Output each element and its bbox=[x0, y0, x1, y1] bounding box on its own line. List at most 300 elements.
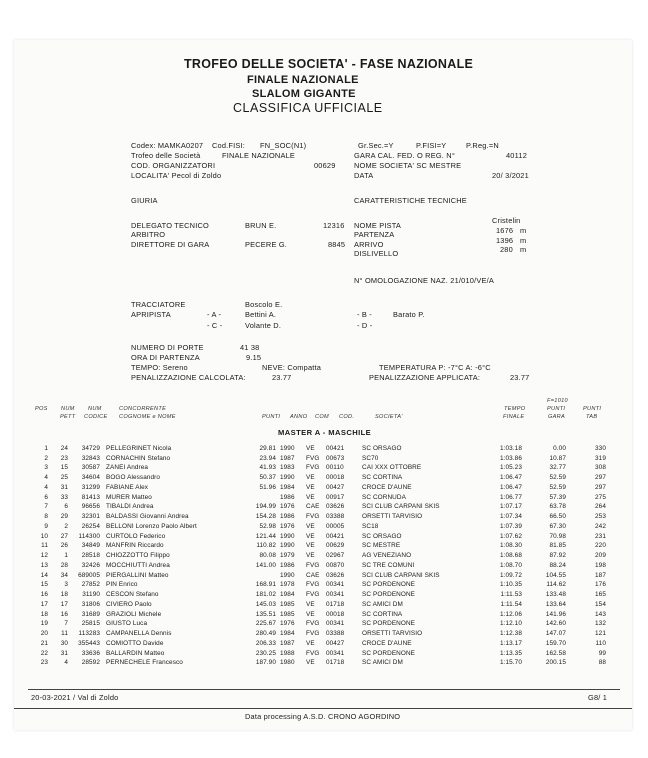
table-row bbox=[14, 611, 632, 620]
cell-cod: 00341 bbox=[326, 581, 345, 589]
cell-tab: 187 bbox=[595, 571, 606, 579]
localita: LOCALITA' Pecol di Zoldo bbox=[131, 171, 222, 180]
table-row bbox=[14, 640, 632, 649]
cell-soc: SC CORTINA bbox=[362, 474, 403, 482]
col-num-codice: NUM bbox=[88, 406, 102, 412]
cell-code: 31299 bbox=[81, 483, 100, 491]
dislivello-unit: m bbox=[520, 245, 527, 254]
cell-anno: 1984 bbox=[280, 630, 295, 638]
pen-calc-value: 23.77 bbox=[272, 373, 292, 382]
cell-gara: 147.07 bbox=[545, 630, 566, 638]
cell-pett: 30 bbox=[60, 639, 68, 647]
ora-value: 9.15 bbox=[246, 353, 262, 362]
cell-soc: SC CORTINA bbox=[362, 610, 403, 618]
cell-com: VE bbox=[306, 483, 315, 491]
cell-cod: 03388 bbox=[326, 630, 345, 638]
cell-pett: 31 bbox=[60, 483, 68, 491]
cell-pett: 16 bbox=[60, 610, 68, 618]
cell-tempo: 1:10.35 bbox=[499, 581, 522, 589]
cell-name: MOCCHIUTTI Andrea bbox=[106, 561, 170, 569]
cell-soc: SC ORSAGO bbox=[362, 532, 402, 540]
p-fisi: P.FISI=Y bbox=[416, 141, 447, 150]
cell-tab: 330 bbox=[595, 445, 606, 452]
cell-tab: 99 bbox=[598, 649, 606, 657]
cell-gara: 87.92 bbox=[549, 552, 566, 560]
cell-code: 30587 bbox=[81, 464, 100, 472]
cell-gara: 66.50 bbox=[549, 513, 566, 521]
cell-code: 34604 bbox=[81, 474, 100, 482]
cell-pos: 15 bbox=[40, 581, 48, 589]
cell-gara: 0.00 bbox=[553, 445, 566, 452]
cell-punti: 110.82 bbox=[256, 542, 276, 550]
pen-appl-label: PENALIZZAZIONE APPLICATA: bbox=[369, 373, 481, 382]
cell-pett: 18 bbox=[60, 591, 68, 599]
cell-code: 114300 bbox=[78, 532, 100, 540]
cell-cod: 00629 bbox=[326, 542, 345, 550]
cell-soc: SC TRE COMUNI bbox=[362, 561, 415, 569]
apripista-c-label: - C - bbox=[207, 321, 223, 330]
table-row bbox=[14, 630, 632, 639]
giuria-heading: GIURIA bbox=[131, 196, 158, 205]
cell-gara: 63.78 bbox=[549, 503, 566, 511]
arrivo-label: ARRIVO bbox=[354, 240, 384, 249]
cell-tab: 220 bbox=[595, 542, 606, 550]
cell-cod: 00110 bbox=[326, 464, 344, 472]
direttore-name: PECERE G. bbox=[245, 240, 288, 249]
table-row bbox=[14, 445, 632, 454]
cell-tab: 198 bbox=[595, 561, 606, 569]
cell-com: VE bbox=[306, 532, 315, 540]
cell-anno: 1976 bbox=[280, 503, 295, 511]
cell-name: CHIOZZOTTO Filippo bbox=[106, 552, 170, 560]
cell-name: BOGO Alessandro bbox=[106, 474, 161, 482]
footer-processing: Data processing A.S.D. CRONO AGORDINO bbox=[245, 712, 401, 721]
cell-tab: 110 bbox=[595, 639, 606, 647]
cell-name: GIUSTO Luca bbox=[106, 620, 148, 628]
cell-anno: 1986 bbox=[280, 513, 295, 521]
cell-com: VE bbox=[306, 659, 315, 667]
cell-pos: 4 bbox=[44, 474, 48, 482]
cell-com: FVG bbox=[306, 620, 320, 628]
tracciatore-name: Boscolo E. bbox=[245, 300, 283, 309]
cell-pos: 22 bbox=[40, 649, 48, 657]
delegato-label: DELEGATO TECNICO bbox=[131, 221, 209, 230]
codex: Codex: MAMKA0207 bbox=[131, 141, 204, 150]
cell-anno: 1990 bbox=[280, 542, 295, 550]
arrivo-value: 1396 bbox=[496, 236, 514, 245]
cell-pos: 4 bbox=[44, 483, 48, 491]
cell-gara: 141.96 bbox=[545, 610, 566, 618]
cell-cod: 00421 bbox=[326, 445, 345, 452]
cell-pett: 31 bbox=[60, 649, 68, 657]
cell-name: CESCON Stefano bbox=[106, 591, 159, 599]
apripista-label: APRIPISTA bbox=[131, 310, 171, 319]
footer-divider-2 bbox=[14, 708, 632, 709]
table-row bbox=[14, 542, 632, 551]
cell-code: 28518 bbox=[81, 552, 100, 560]
cell-pos: 20 bbox=[40, 630, 48, 638]
gr-sec: Gr.Sec.=Y bbox=[358, 141, 394, 150]
cell-punti: 52.98 bbox=[259, 522, 276, 530]
neve: NEVE: Compatta bbox=[262, 363, 322, 372]
cell-cod: 03388 bbox=[326, 513, 345, 521]
cell-cod: 00018 bbox=[326, 474, 345, 482]
cell-pett: 24 bbox=[60, 445, 68, 452]
cell-pett: 11 bbox=[61, 630, 68, 638]
cell-tab: 143 bbox=[595, 610, 606, 618]
direttore-code: 8845 bbox=[328, 240, 346, 249]
cell-tab: 297 bbox=[595, 483, 606, 491]
cell-gara: 114.62 bbox=[546, 581, 566, 589]
cell-cod: 02967 bbox=[326, 552, 345, 560]
cell-tab: 165 bbox=[595, 591, 606, 599]
cell-gara: 133.64 bbox=[545, 600, 566, 608]
cell-name: BELLONI Lorenzo Paolo Albert bbox=[106, 522, 197, 530]
cell-com: FVG bbox=[306, 581, 320, 589]
cell-code: 31689 bbox=[81, 610, 100, 618]
cell-tab: 132 bbox=[595, 620, 606, 628]
cell-pett: 4 bbox=[64, 659, 68, 667]
cell-gara: 81.85 bbox=[549, 542, 566, 550]
cod-fisi-label: Cod.FISI: bbox=[212, 141, 246, 150]
cell-tempo: 1:12.38 bbox=[499, 630, 522, 638]
cell-code: 32301 bbox=[81, 513, 100, 521]
cell-soc: SC CORNUDA bbox=[362, 493, 406, 501]
cell-pos: 16 bbox=[40, 591, 48, 599]
cell-com: FVG bbox=[306, 649, 320, 657]
cell-tempo: 1:11.53 bbox=[500, 591, 522, 599]
cell-pos: 3 bbox=[44, 464, 48, 472]
gara-label: GARA CAL. FED. O REG. N° bbox=[354, 151, 455, 160]
cell-pos: 6 bbox=[44, 493, 48, 501]
cell-punti: 230.25 bbox=[255, 649, 276, 657]
col-num: NUM bbox=[61, 406, 75, 412]
cell-cod: 00917 bbox=[326, 493, 345, 501]
cell-punti: 41.93 bbox=[259, 464, 276, 472]
cell-com: FVG bbox=[306, 591, 320, 599]
cell-anno: 1976 bbox=[280, 620, 295, 628]
cell-gara: 159.70 bbox=[545, 639, 566, 647]
cell-soc: ORSETTI TARVISIO bbox=[362, 513, 423, 521]
col-cognome: COGNOME e NOME bbox=[119, 414, 176, 420]
cell-pos: 13 bbox=[40, 561, 48, 569]
cell-tempo: 1:08.70 bbox=[499, 561, 522, 569]
cell-soc: SC PORDENONE bbox=[362, 649, 416, 657]
col-anno: ANNO bbox=[290, 414, 308, 420]
cell-tab: 264 bbox=[595, 503, 606, 511]
table-row bbox=[14, 562, 632, 571]
cell-anno: 1990 bbox=[280, 445, 295, 452]
cell-code: 355443 bbox=[78, 639, 100, 647]
cell-tab: 242 bbox=[595, 522, 606, 530]
cell-name: CORNACHIN Stefano bbox=[106, 454, 171, 462]
cell-anno: 1986 bbox=[280, 561, 295, 569]
nome-pista-label: NOME PISTA bbox=[354, 221, 402, 230]
cell-pett: 3 bbox=[64, 581, 68, 589]
cell-anno: 1980 bbox=[280, 659, 295, 667]
title-trofeo: TROFEO DELLE SOCIETA' - FASE NAZIONALE bbox=[184, 57, 474, 71]
cell-pett: 2 bbox=[64, 522, 68, 530]
col-pett: PETT bbox=[60, 414, 76, 420]
cell-tab: 154 bbox=[595, 600, 606, 608]
cell-pett: 33 bbox=[60, 493, 68, 501]
delegato-code: 12316 bbox=[323, 221, 345, 230]
cell-com: VE bbox=[306, 542, 315, 550]
cell-punti: 206.33 bbox=[255, 639, 276, 647]
apripista-d-label: - D - bbox=[357, 321, 373, 330]
apripista-c-name: Volante D. bbox=[245, 321, 282, 330]
cell-soc: SCI CLUB CARPANI SKIS bbox=[362, 503, 440, 511]
footer-divider bbox=[28, 689, 620, 690]
cell-pos: 2 bbox=[44, 454, 48, 462]
col-codice: CODICE bbox=[84, 414, 108, 420]
cell-code: 31806 bbox=[81, 600, 100, 608]
cell-cod: 00341 bbox=[326, 620, 345, 628]
results-sheet bbox=[14, 40, 632, 730]
cell-cod: 00673 bbox=[326, 454, 345, 462]
p-reg: P.Reg.=N bbox=[466, 141, 499, 150]
cell-code: 33636 bbox=[81, 649, 100, 657]
cell-anno: 1987 bbox=[280, 639, 295, 647]
ora-label: ORA DI PARTENZA bbox=[131, 353, 200, 362]
cell-gara: 88.24 bbox=[549, 561, 566, 569]
cell-com: VE bbox=[306, 474, 315, 482]
cell-com: VE bbox=[306, 445, 315, 452]
cell-code: 26254 bbox=[81, 522, 100, 530]
cell-com: FVG bbox=[306, 464, 320, 472]
table-row bbox=[14, 484, 632, 493]
cell-com: VE bbox=[306, 493, 315, 501]
cell-tempo: 1:06.77 bbox=[499, 493, 522, 501]
cell-punti: 135.51 bbox=[255, 610, 276, 618]
cell-com: FVG bbox=[306, 513, 320, 521]
direttore-label: DIRETTORE DI GARA bbox=[131, 240, 210, 249]
cell-tab: 253 bbox=[595, 513, 606, 521]
cell-tempo: 1:06.47 bbox=[499, 474, 522, 482]
cell-name: FABIANE Alex bbox=[106, 483, 149, 491]
cell-com: VE bbox=[306, 600, 315, 608]
omologazione: N° OMOLOGAZIONE NAZ. 21/010/VE/A bbox=[354, 276, 494, 285]
cell-soc: SC AMICI DM bbox=[362, 659, 403, 667]
cell-tempo: 1:06.47 bbox=[499, 483, 522, 491]
cell-pos: 19 bbox=[40, 620, 48, 628]
cell-gara: 10.87 bbox=[549, 454, 566, 462]
cell-name: GRAZIOLI Michele bbox=[106, 610, 162, 618]
cell-gara: 104.55 bbox=[545, 571, 566, 579]
cell-gara: 133.48 bbox=[545, 591, 566, 599]
cell-tab: 275 bbox=[595, 493, 606, 501]
col-punti-gara: PUNTI bbox=[547, 406, 566, 412]
cell-anno: 1986 bbox=[280, 493, 295, 501]
apripista-b-label: - B - bbox=[357, 310, 372, 319]
cell-anno: 1984 bbox=[280, 483, 295, 491]
cell-tab: 231 bbox=[595, 532, 606, 540]
cell-pos: 14 bbox=[40, 571, 48, 579]
partenza-value: 1676 bbox=[496, 226, 514, 235]
cell-name: CIVIERO Paolo bbox=[106, 600, 152, 608]
cell-code: 34849 bbox=[81, 542, 100, 550]
cell-name: ZANEI Andrea bbox=[106, 464, 149, 472]
cell-soc: SC PORDENONE bbox=[362, 581, 416, 589]
cell-com: CAE bbox=[306, 571, 320, 579]
cell-pos: 8 bbox=[44, 513, 48, 521]
cell-anno: 1978 bbox=[280, 581, 295, 589]
arbitro-label: ARBITRO bbox=[131, 230, 166, 239]
table-row bbox=[14, 533, 632, 542]
pen-calc-label: PENALIZZAZIONE CALCOLATA: bbox=[131, 373, 246, 382]
cell-cod: 03626 bbox=[326, 571, 345, 579]
cell-tempo: 1:09.72 bbox=[499, 571, 522, 579]
cell-punti: 121.44 bbox=[255, 532, 276, 540]
col-punti-tab: PUNTI bbox=[583, 406, 602, 412]
cell-name: COMIOTTO Davide bbox=[106, 639, 164, 647]
cell-punti: 141.00 bbox=[255, 561, 276, 569]
cell-tempo: 1:03.18 bbox=[499, 445, 522, 452]
cell-name: TIBALDI Andrea bbox=[106, 503, 154, 511]
cell-punti: 80.08 bbox=[259, 552, 276, 560]
cell-code: 28592 bbox=[81, 659, 100, 667]
cell-gara: 52.59 bbox=[549, 483, 566, 491]
cell-punti: 181.02 bbox=[255, 591, 276, 599]
cell-cod: 00421 bbox=[326, 532, 345, 540]
cell-anno: 1985 bbox=[280, 610, 295, 618]
cell-cod: 03626 bbox=[326, 503, 345, 511]
cell-tempo: 1:07.62 bbox=[499, 532, 522, 540]
cell-soc: CAI XXX OTTOBRE bbox=[362, 464, 422, 472]
partenza-label: PARTENZA bbox=[354, 230, 395, 239]
table-row bbox=[14, 572, 632, 581]
cell-cod: 00341 bbox=[326, 591, 345, 599]
cell-pos: 9 bbox=[44, 522, 48, 530]
table-row bbox=[14, 513, 632, 522]
cell-gara: 142.60 bbox=[545, 620, 566, 628]
cell-name: PIERGALLINI Matteo bbox=[106, 571, 169, 579]
caratteristiche-heading: CARATTERISTICHE TECNICHE bbox=[354, 196, 467, 205]
porte-label: NUMERO DI PORTE bbox=[131, 343, 204, 352]
cell-gara: 52.59 bbox=[549, 474, 566, 482]
cell-anno: 1976 bbox=[280, 522, 295, 530]
apripista-b-name: Barato P. bbox=[393, 310, 425, 319]
cell-pett: 7 bbox=[64, 620, 68, 628]
title-finale: FINALE NAZIONALE bbox=[247, 74, 359, 86]
cell-pos: 10 bbox=[40, 532, 48, 540]
cell-com: FVG bbox=[306, 561, 320, 569]
table-row bbox=[14, 523, 632, 532]
cell-pos: 7 bbox=[44, 503, 48, 511]
cell-soc: SC18 bbox=[362, 522, 379, 530]
cell-punti: 225.67 bbox=[255, 620, 276, 628]
cell-tempo: 1:05.23 bbox=[499, 464, 522, 472]
cell-pett: 27 bbox=[60, 532, 68, 540]
footer-date-place: 20-03-2021 / Val di Zoldo bbox=[31, 693, 119, 702]
cell-pos: 1 bbox=[44, 445, 48, 452]
cell-punti: 51.96 bbox=[259, 483, 276, 491]
cell-tempo: 1:11.54 bbox=[500, 600, 522, 608]
table-row bbox=[14, 455, 632, 464]
cell-name: BALDASSI Giovanni Andrea bbox=[106, 513, 189, 521]
cell-pett: 28 bbox=[60, 561, 68, 569]
cell-tempo: 1:08.30 bbox=[499, 542, 522, 550]
cell-tab: 209 bbox=[595, 552, 606, 560]
cell-pett: 25 bbox=[60, 474, 68, 482]
cell-soc: SC AMICI DM bbox=[362, 600, 403, 608]
cell-pos: 18 bbox=[40, 610, 48, 618]
cell-pett: 15 bbox=[60, 464, 68, 472]
cell-anno: 1990 bbox=[280, 474, 295, 482]
cod-org-label: COD. ORGANIZZATORI bbox=[131, 161, 216, 170]
cell-tempo: 1:08.68 bbox=[499, 552, 522, 560]
apripista-a-label: - A - bbox=[207, 310, 222, 319]
cell-tempo: 1:13.35 bbox=[499, 649, 522, 657]
apripista-a-name: Bettini A. bbox=[245, 310, 277, 319]
cell-soc: SCI CLUB CARPANI SKIS bbox=[362, 571, 440, 579]
cell-name: MANFRIN Riccardo bbox=[106, 542, 164, 550]
cell-punti: 23.94 bbox=[259, 454, 276, 462]
cell-soc: ORSETTI TARVISIO bbox=[362, 630, 423, 638]
cell-code: 96656 bbox=[81, 503, 100, 511]
col-tab: TAB bbox=[586, 414, 598, 420]
cell-tempo: 1:07.39 bbox=[499, 522, 522, 530]
cell-pett: 6 bbox=[64, 503, 68, 511]
cell-pett: 34 bbox=[60, 571, 68, 579]
cell-gara: 67.30 bbox=[549, 522, 566, 530]
nome-societa: NOME SOCIETA' SC MESTRE bbox=[354, 161, 462, 170]
porte-value: 41 38 bbox=[240, 343, 260, 352]
cell-pos: 11 bbox=[41, 542, 48, 550]
cell-cod: 00870 bbox=[326, 561, 345, 569]
cell-name: CURTOLO Federico bbox=[106, 532, 166, 540]
partenza-unit: m bbox=[520, 226, 527, 235]
col-pos: POS bbox=[35, 406, 48, 412]
cell-tab: 121 bbox=[595, 630, 606, 638]
table-row bbox=[14, 552, 632, 561]
data-value: 20/ 3/2021 bbox=[492, 171, 529, 180]
cell-name: PERNECHELE Francesco bbox=[106, 659, 183, 667]
cell-code: 27852 bbox=[81, 581, 100, 589]
cell-tab: 176 bbox=[595, 581, 606, 589]
cell-tempo: 1:03.86 bbox=[499, 454, 522, 462]
cell-anno: 1987 bbox=[280, 454, 295, 462]
col-finale: FINALE bbox=[503, 414, 525, 420]
col-punti: PUNTI bbox=[262, 414, 281, 420]
cell-com: VE bbox=[306, 610, 315, 618]
cell-pos: 17 bbox=[40, 600, 48, 608]
cell-cod: 01718 bbox=[326, 600, 345, 608]
tracciatore-label: TRACCIATORE bbox=[131, 300, 186, 309]
table-row bbox=[14, 591, 632, 600]
cell-tempo: 1:07.17 bbox=[499, 503, 522, 511]
col-com: COM bbox=[315, 414, 329, 420]
cell-anno: 1984 bbox=[280, 591, 295, 599]
cell-gara: 200.15 bbox=[545, 659, 566, 667]
cell-soc: CROCE D'AUNE bbox=[362, 639, 412, 647]
arrivo-unit: m bbox=[520, 236, 527, 245]
cell-pett: 23 bbox=[60, 454, 68, 462]
trofeo-value: FINALE NAZIONALE bbox=[222, 151, 296, 160]
cell-anno: 1983 bbox=[280, 464, 295, 472]
cell-punti: 29.81 bbox=[259, 445, 276, 452]
cell-name: PELLEGRINET Nicola bbox=[106, 445, 172, 452]
pen-appl-value: 23.77 bbox=[510, 373, 530, 382]
cell-soc: SC ORSAGO bbox=[362, 445, 402, 452]
cell-punti: 168.91 bbox=[255, 581, 276, 589]
cell-cod: 00018 bbox=[326, 610, 345, 618]
cell-cod: 00005 bbox=[326, 522, 345, 530]
title-classifica: CLASSIFICA UFFICIALE bbox=[233, 101, 383, 115]
cell-tempo: 1:15.70 bbox=[499, 659, 522, 667]
col-cod: COD. bbox=[339, 414, 355, 420]
cell-cod: 00341 bbox=[326, 649, 345, 657]
